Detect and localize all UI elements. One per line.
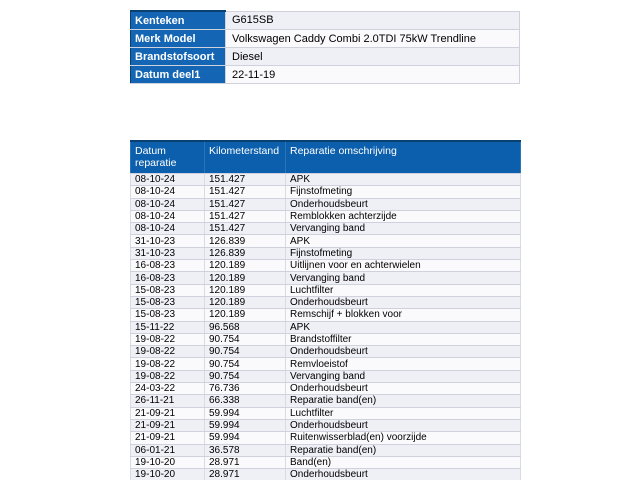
table-row: [131, 333, 521, 345]
repair-date-cell: 21-09-21: [131, 419, 205, 431]
repair-description-cell: Remvloeistof: [286, 358, 521, 370]
odometer-cell: 120.189: [205, 309, 286, 321]
odometer-cell: 120.189: [205, 272, 286, 284]
vehicle-info-row: [131, 11, 520, 30]
repair-description-cell: Luchtfilter: [286, 284, 521, 296]
odometer-cell: 120.189: [205, 260, 286, 272]
repair-date-cell: 08-10-24: [131, 186, 205, 198]
odometer-cell: 151.427: [205, 210, 286, 222]
odometer-cell: 96.568: [205, 321, 286, 333]
repair-description-cell: Onderhoudsbeurt: [286, 296, 521, 308]
repair-description-cell: Ruitenwisserblad(en) voorzijde: [286, 432, 521, 444]
repair-date-cell: 31-10-23: [131, 235, 205, 247]
table-row: [131, 284, 521, 296]
odometer-cell: 120.189: [205, 284, 286, 296]
odometer-cell: 76.736: [205, 383, 286, 395]
odometer-cell: 90.754: [205, 333, 286, 345]
odometer-cell: 36.578: [205, 444, 286, 456]
repair-date-cell: 24-03-22: [131, 383, 205, 395]
repair-description-cell: Band(en): [286, 456, 521, 468]
repair-date-cell: 15-08-23: [131, 309, 205, 321]
repair-description-cell: Luchtfilter: [286, 407, 521, 419]
repair-date-cell: 21-09-21: [131, 432, 205, 444]
odometer-cell: 120.189: [205, 296, 286, 308]
table-row: [131, 186, 521, 198]
info-label: Merk Model: [131, 30, 226, 48]
repair-description-cell: Vervanging band: [286, 370, 521, 382]
table-row: [131, 174, 521, 186]
repair-description-cell: Onderhoudsbeurt: [286, 198, 521, 210]
table-row: [131, 419, 521, 431]
repair-description-cell: Vervanging band: [286, 223, 521, 235]
info-label: Datum deel1: [131, 66, 226, 84]
table-row: [131, 247, 521, 259]
table-row: [131, 223, 521, 235]
repair-description-cell: Reparatie band(en): [286, 395, 521, 407]
odometer-cell: 90.754: [205, 358, 286, 370]
odometer-cell: 126.839: [205, 247, 286, 259]
info-value: G615SB: [226, 11, 520, 30]
table-row: [131, 346, 521, 358]
repair-description-cell: APK: [286, 174, 521, 186]
table-row: [131, 198, 521, 210]
repair-description-cell: Onderhoudsbeurt: [286, 383, 521, 395]
table-row: [131, 407, 521, 419]
repair-date-cell: 08-10-24: [131, 198, 205, 210]
table-row: [131, 383, 521, 395]
repair-date-cell: 19-08-22: [131, 346, 205, 358]
vehicle-info-row: [131, 66, 520, 84]
table-row: [131, 358, 521, 370]
odometer-cell: 151.427: [205, 198, 286, 210]
repair-description-cell: APK: [286, 321, 521, 333]
odometer-cell: 59.994: [205, 407, 286, 419]
repair-description-cell: Onderhoudsbeurt: [286, 419, 521, 431]
column-header-kilometerstand: Kilometerstand: [205, 141, 286, 174]
odometer-cell: 151.427: [205, 174, 286, 186]
repair-date-cell: 31-10-23: [131, 247, 205, 259]
table-row: [131, 395, 521, 407]
odometer-cell: 28.971: [205, 469, 286, 480]
repair-description-cell: Fijnstofmeting: [286, 247, 521, 259]
table-row: [131, 296, 521, 308]
table-row: [131, 235, 521, 247]
info-value: Volkswagen Caddy Combi 2.0TDI 75kW Trendline: [226, 30, 520, 48]
repair-date-cell: 08-10-24: [131, 223, 205, 235]
table-row: [131, 260, 521, 272]
repair-date-cell: 19-08-22: [131, 358, 205, 370]
vehicle-info-row: [131, 48, 520, 66]
repair-date-cell: 26-11-21: [131, 395, 205, 407]
repair-date-cell: 15-08-23: [131, 284, 205, 296]
odometer-cell: 90.754: [205, 346, 286, 358]
table-row: [131, 444, 521, 456]
repair-date-cell: 15-11-22: [131, 321, 205, 333]
maintenance-header-row: [131, 141, 521, 174]
repair-date-cell: 19-08-22: [131, 333, 205, 345]
repair-description-cell: APK: [286, 235, 521, 247]
repair-description-cell: Remschijf + blokken voor: [286, 309, 521, 321]
odometer-cell: 28.971: [205, 456, 286, 468]
column-header-reparatie-omschrijving: Reparatie omschrijving: [286, 141, 521, 174]
column-header-datum-reparatie: Datum reparatie: [131, 141, 205, 174]
repair-description-cell: Brandstoffilter: [286, 333, 521, 345]
repair-description-cell: Remblokken achterzijde: [286, 210, 521, 222]
repair-date-cell: 16-08-23: [131, 260, 205, 272]
repair-date-cell: 19-08-22: [131, 370, 205, 382]
odometer-cell: 151.427: [205, 186, 286, 198]
table-row: [131, 456, 521, 468]
odometer-cell: 66.338: [205, 395, 286, 407]
repair-date-cell: 06-01-21: [131, 444, 205, 456]
table-row: [131, 272, 521, 284]
repair-date-cell: 16-08-23: [131, 272, 205, 284]
repair-date-cell: 08-10-24: [131, 174, 205, 186]
info-label: Brandstofsoort: [131, 48, 226, 66]
repair-date-cell: 19-10-20: [131, 456, 205, 468]
table-row: [131, 309, 521, 321]
info-value: Diesel: [226, 48, 520, 66]
repair-description-cell: Reparatie band(en): [286, 444, 521, 456]
table-row: [131, 210, 521, 222]
table-row: [131, 469, 521, 480]
repair-date-cell: 15-08-23: [131, 296, 205, 308]
table-row: [131, 321, 521, 333]
vehicle-info-table: [130, 10, 520, 84]
repair-description-cell: Onderhoudsbeurt: [286, 469, 521, 480]
odometer-cell: 126.839: [205, 235, 286, 247]
odometer-cell: 151.427: [205, 223, 286, 235]
maintenance-history-table: [130, 140, 521, 480]
odometer-cell: 90.754: [205, 370, 286, 382]
table-row: [131, 432, 521, 444]
repair-description-cell: Onderhoudsbeurt: [286, 346, 521, 358]
repair-description-cell: Uitlijnen voor en achterwielen: [286, 260, 521, 272]
repair-description-cell: Vervanging band: [286, 272, 521, 284]
odometer-cell: 59.994: [205, 419, 286, 431]
repair-date-cell: 21-09-21: [131, 407, 205, 419]
repair-date-cell: 08-10-24: [131, 210, 205, 222]
info-value: 22-11-19: [226, 66, 520, 84]
odometer-cell: 59.994: [205, 432, 286, 444]
table-row: [131, 370, 521, 382]
info-label: Kenteken: [131, 11, 226, 30]
vehicle-info-row: [131, 30, 520, 48]
repair-date-cell: 19-10-20: [131, 469, 205, 480]
repair-description-cell: Fijnstofmeting: [286, 186, 521, 198]
